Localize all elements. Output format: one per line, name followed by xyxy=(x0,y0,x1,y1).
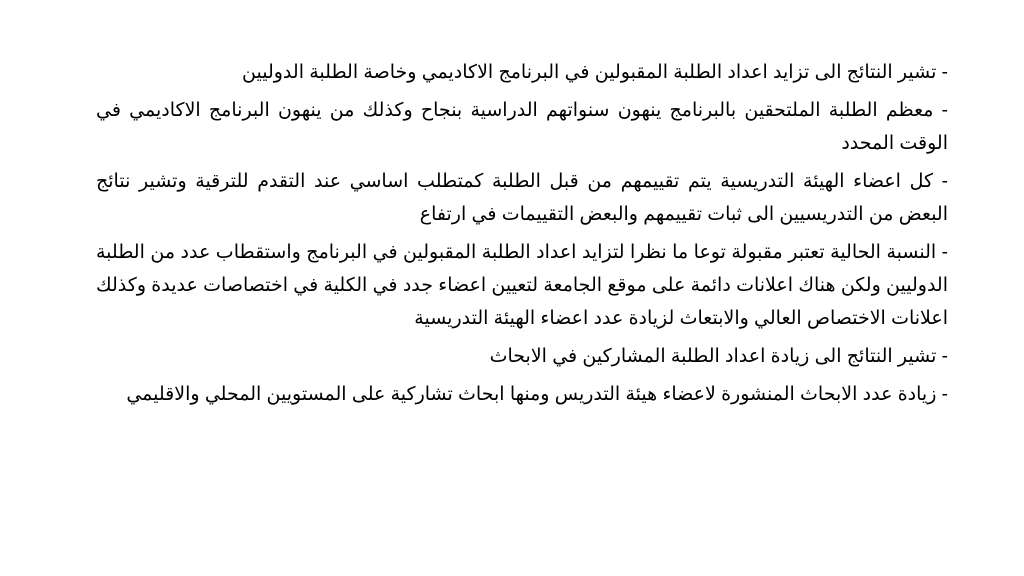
bullet-item: - كل اعضاء الهيئة التدريسية يتم تقييمهم من قبل الطلبة كمتطلب اساسي عند التقدم للترقية وتشير نتائج البعض من التدريسيين الى ثبات تقييمهم والبعض التقييمات في ارتفاع xyxy=(96,171,948,225)
bullet-item: - تشير النتائج الى تزايد اعداد الطلبة المقبولين في البرنامج الاكاديمي وخاصة الطلبة الدوليين xyxy=(242,62,948,83)
bullet-list xyxy=(96,56,948,416)
bullet-item: - زيادة عدد الابحاث المنشورة لاعضاء هيئة التدريس ومنها ابحاث تشاركية على المستويين المحلي والاقليمي xyxy=(126,384,948,405)
bullet-item: - النسبة الحالية تعتبر مقبولة توعا ما نظرا لتزايد اعداد الطلبة المقبولين في البرنامج واستقطاب عدد من الطلبة الدوليين ولكن هناك اعلانات دائمة على موقع الجامعة لتعيين اعضاء جدد في الكلية في اختصاصات عديدة وكذلك اعلانات الاختصاص العالي والابتعاث لزيادة عدد اعضاء الهيئة التدريسية xyxy=(96,242,948,329)
bullet-item: - تشير النتائج الى زيادة اعداد الطلبة المشاركين في الابحاث xyxy=(489,346,948,367)
bullet-item: - معظم الطلبة الملتحقين بالبرنامج ينهون سنواتهم الدراسية بنجاح وكذلك من ينهون البرنامج الاكاديمي في الوقت المحدد xyxy=(96,100,948,154)
